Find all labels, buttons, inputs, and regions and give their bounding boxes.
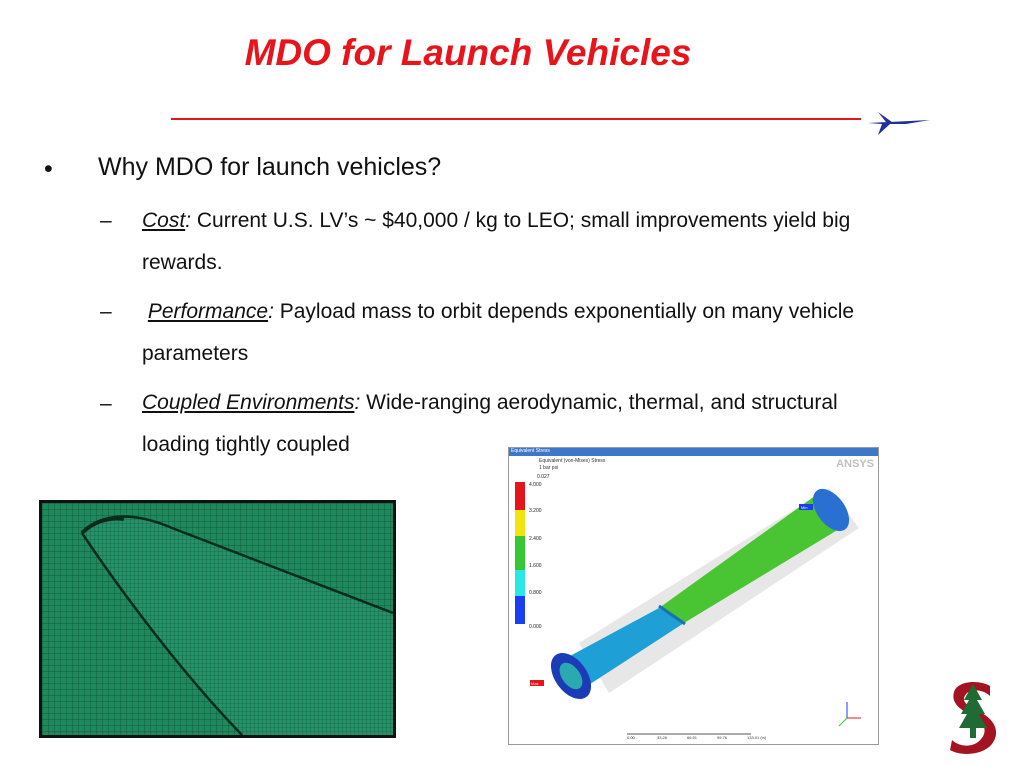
bullet-text: Why MDO for launch vehicles? xyxy=(98,153,442,181)
sub-bullet-environments: Coupled Environments: Wide-ranging aerodynamic, thermal, and structural loading tightly coupled xyxy=(142,391,838,456)
fea-header: Equivalent Stress xyxy=(511,448,550,454)
cfd-mesh-image xyxy=(39,500,396,738)
sub-bullet-marker: – xyxy=(100,300,112,323)
legend-value: 2.400 xyxy=(529,536,542,542)
performance-text: Payload mass to orbit depends exponentially on many vehicle xyxy=(273,300,855,323)
legend-value: 0.027 xyxy=(537,474,550,480)
performance-text-cont: parameters xyxy=(142,342,249,365)
sub-bullet-marker: – xyxy=(100,392,112,415)
sub-bullet-marker: – xyxy=(100,209,112,232)
scale-tick: 66.51 xyxy=(687,735,698,740)
stanford-tree-logo xyxy=(946,680,1000,754)
legend-value: 0.000 xyxy=(529,624,542,630)
environments-text-cont: loading tightly coupled xyxy=(142,433,350,456)
cost-text: Current U.S. LV’s ~ $40,000 / kg to LEO; small improvements yield big xyxy=(191,209,851,232)
title-divider xyxy=(171,118,861,120)
environments-text: Wide-ranging aerodynamic, thermal, and structural xyxy=(360,391,838,414)
legend-value: 0.800 xyxy=(529,590,542,596)
ansys-logo: ANSYS xyxy=(836,458,874,470)
cost-text-cont: rewards. xyxy=(142,251,223,274)
scale-tick: 133.01 (in) xyxy=(747,735,767,740)
sub-bullet-cost: Cost: Current U.S. LV’s ~ $40,000 / kg to LEO; small improvements yield big rewards. xyxy=(142,209,851,274)
scale-tick: 0.00 xyxy=(627,735,635,740)
slide-title: MDO for Launch Vehicles xyxy=(244,32,692,73)
fea-subheader: Equivalent (von-Mises) Stress xyxy=(539,458,606,464)
legend-value: 4.000 xyxy=(529,482,542,488)
performance-label: Performance xyxy=(147,300,269,323)
min-label: Min xyxy=(801,505,808,510)
bullet-marker: • xyxy=(44,155,53,183)
scale-tick: 99.76 xyxy=(717,735,728,740)
legend-value: 1.600 xyxy=(529,563,542,569)
cost-label: Cost xyxy=(142,209,186,232)
max-label: Max xyxy=(531,681,539,686)
environments-label: Coupled Environments xyxy=(142,391,355,414)
scale-tick: 33.26 xyxy=(657,735,668,740)
sub-bullet-performance: Performance: Payload mass to orbit depends exponentially on many vehicle parameters xyxy=(142,300,855,365)
airplane-icon xyxy=(866,110,932,136)
legend-value: 3.200 xyxy=(529,508,542,514)
fea-units: 1 bar psi xyxy=(539,465,559,471)
fea-stress-image xyxy=(508,447,879,745)
